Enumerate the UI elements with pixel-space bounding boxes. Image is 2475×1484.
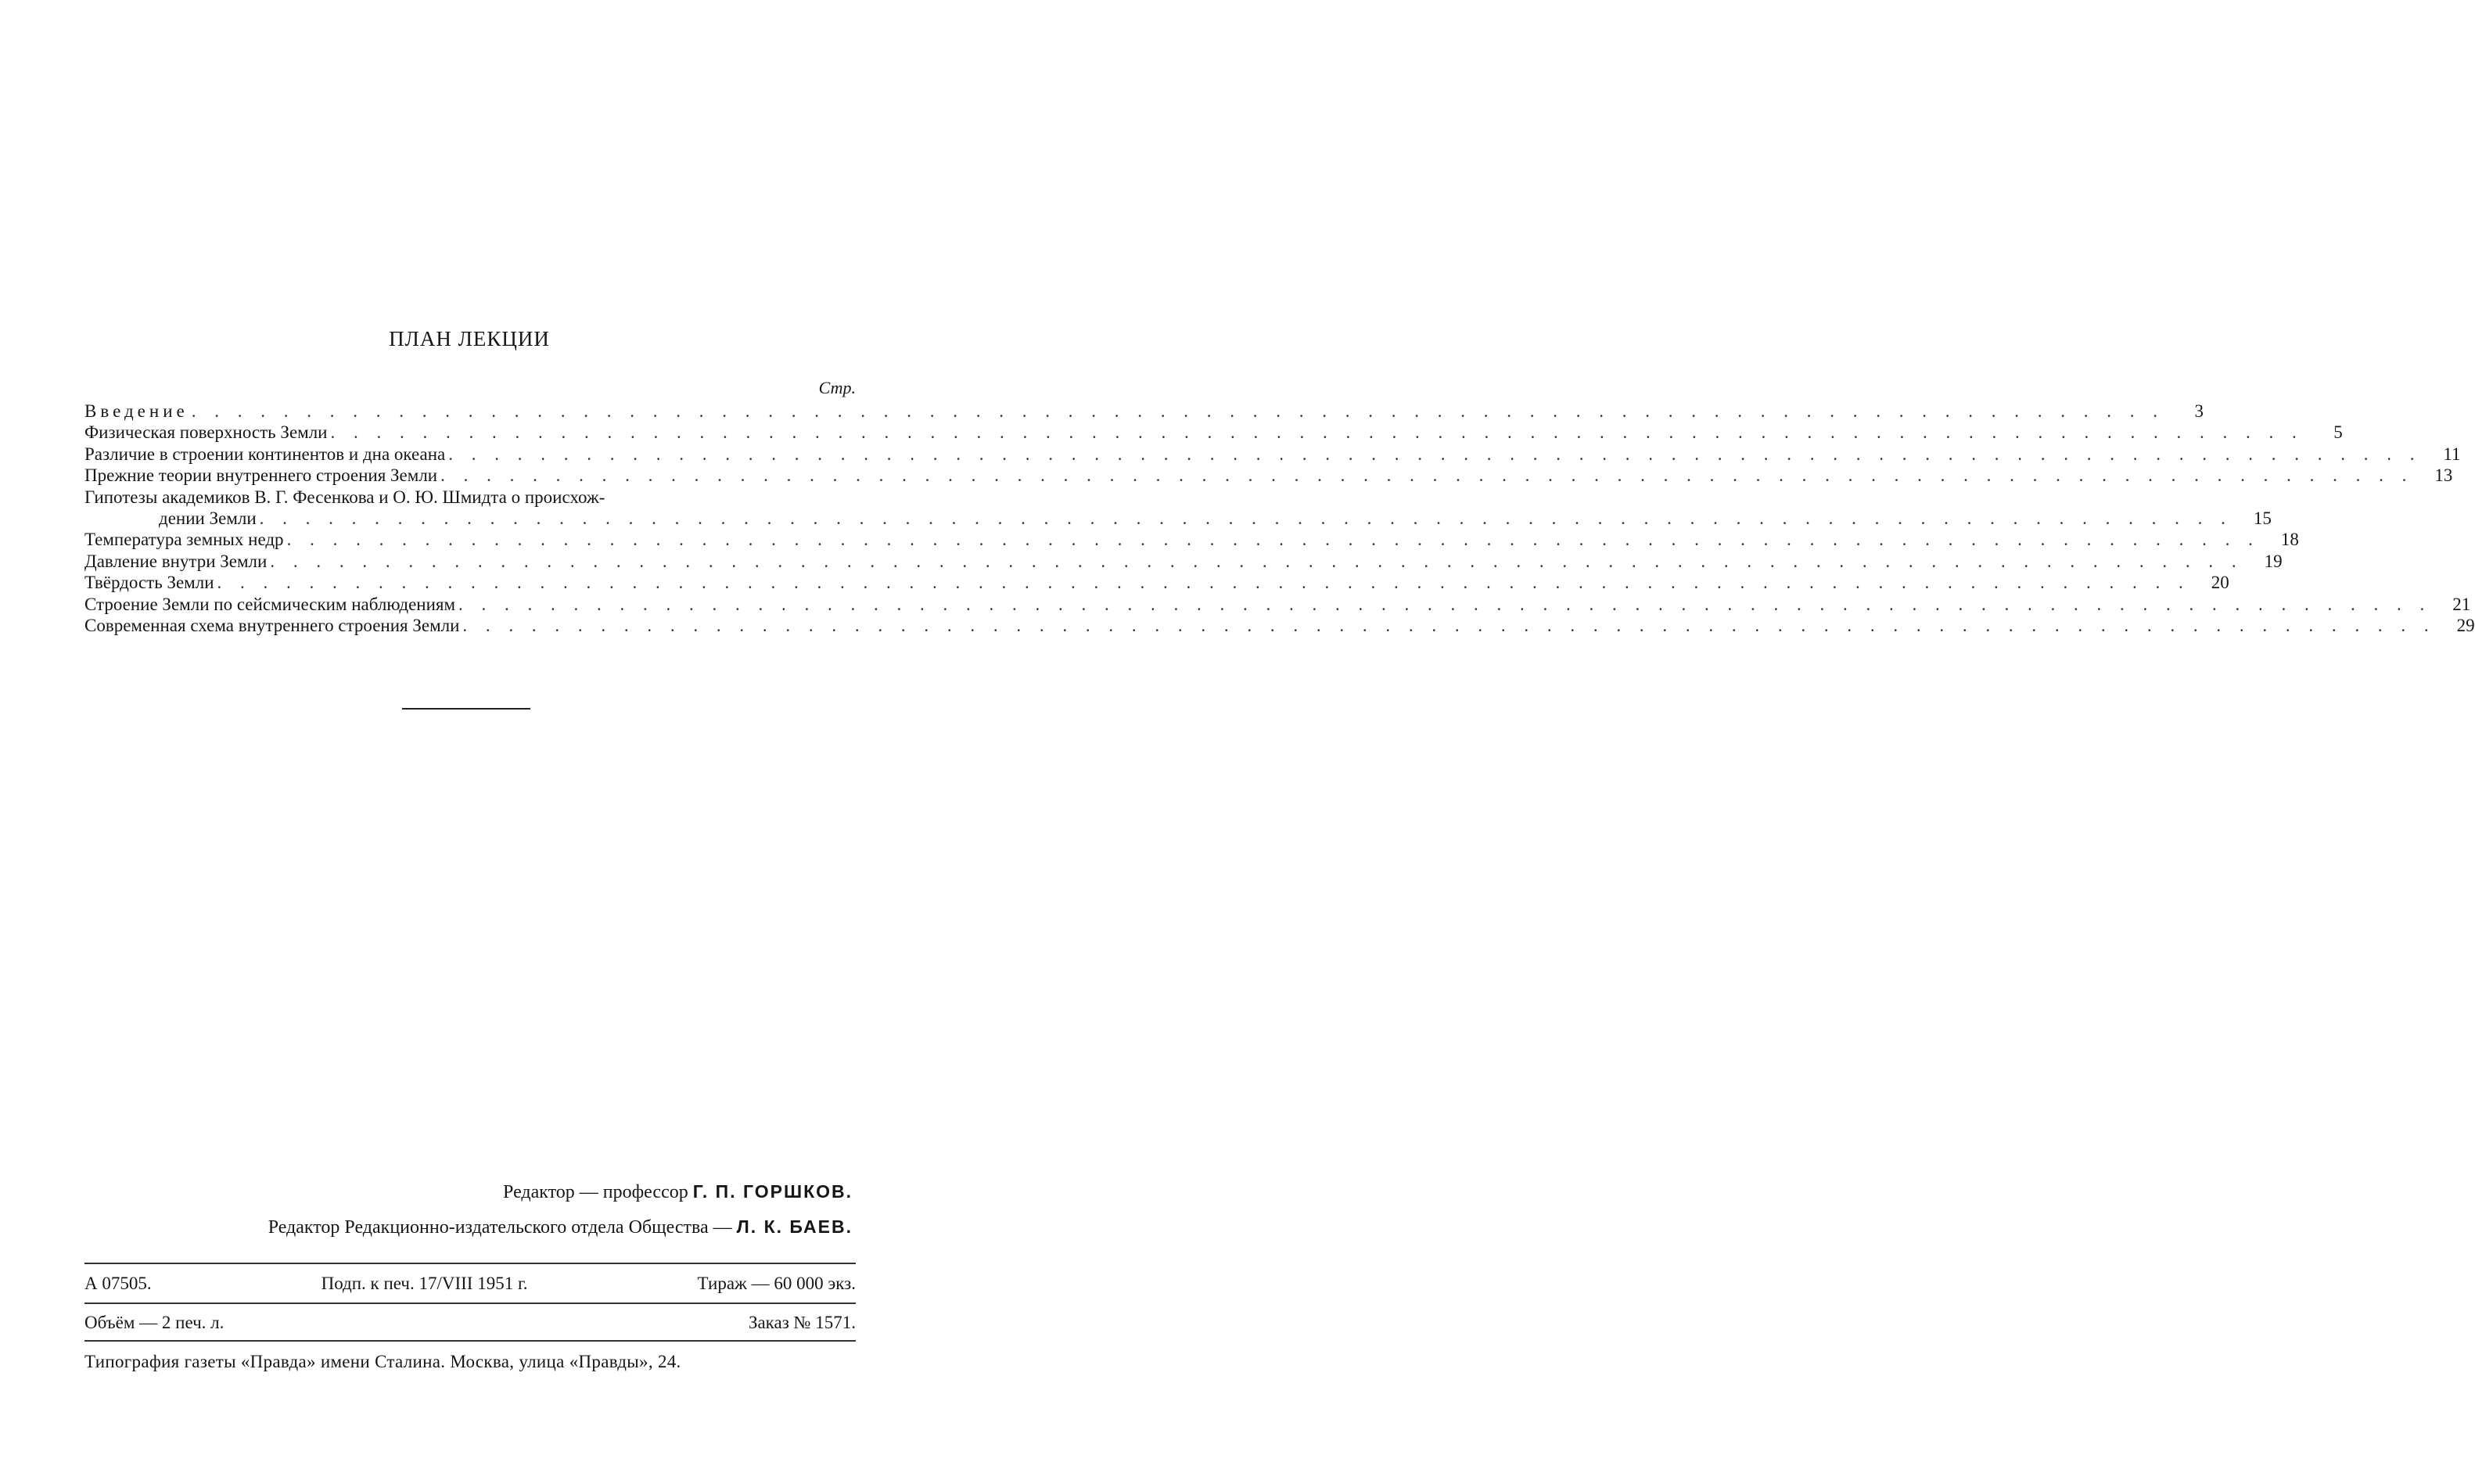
toc-entry-page: 3 <box>2194 401 2204 421</box>
toc-entry <box>84 444 2461 465</box>
toc-entry-title: дении Земли <box>159 508 257 529</box>
toc-entry <box>84 422 2343 443</box>
imprint-signed-date: Подп. к печ. 17/VIII 1951 г. <box>321 1274 528 1293</box>
toc-entry-title: Прежние теории внутреннего строения Земли <box>84 465 438 486</box>
toc-entry <box>84 508 2272 529</box>
toc-entry-title: Введение <box>84 401 189 421</box>
toc-page-header: Стр. <box>818 378 856 397</box>
imprint-rule <box>84 1303 856 1304</box>
toc-entry-page: 18 <box>2280 530 2299 550</box>
imprint-rule <box>84 1263 856 1264</box>
toc-entry <box>84 465 2453 486</box>
toc-entry-page: 13 <box>2434 465 2453 486</box>
imprint-order: Заказ № 1571. <box>748 1313 856 1332</box>
toc-entry-page: 20 <box>2211 573 2229 593</box>
toc-leader-dots: . . . . . . . . . . . . . . . . . . . . . . . . . . . . . . . . . . . . . . . . . . . . . . . . . . . . . . . . . . . . . . . . . . . . . . . . . . . . . . . . . . . . . . <box>259 508 2233 529</box>
toc-entry <box>84 594 2471 615</box>
toc-entry-page: 21 <box>2452 594 2471 614</box>
toc-entry-page: 11 <box>2443 444 2461 464</box>
toc-entry <box>84 551 2283 572</box>
imprint-code: А 07505. <box>84 1274 152 1293</box>
toc-leader-dots: . . . . . . . . . . . . . . . . . . . . . . . . . . . . . . . . . . . . . . . . . . . . . . . . . . . . . . . . . . . . . . . . . . . . . . . . . . . . . . . . . . . . . . <box>462 616 2436 636</box>
imprint-volume: Объём — 2 печ. л. <box>84 1313 225 1332</box>
toc-entry-title: Температура земных недр <box>84 530 284 550</box>
page-title: ПЛАН ЛЕКЦИИ <box>389 327 550 350</box>
imprint-print-run: Тираж — 60 000 экз. <box>697 1274 856 1293</box>
toc-entry-title: Строение Земли по сейсмическим наблюдениям <box>84 594 456 614</box>
toc-entry-title: Физическая поверхность Земли <box>84 422 328 443</box>
toc-entry-page: 15 <box>2253 508 2272 529</box>
toc-entry-page: 29 <box>2456 616 2475 636</box>
toc-leader-dots: . . . . . . . . . . . . . . . . . . . . . . . . . . . . . . . . . . . . . . . . . . . . . . . . . . . . . . . . . . . . . . . . . . . . . . . . . . . . . . . . . . . . . . <box>440 465 2414 486</box>
section-divider <box>402 708 530 710</box>
imprint-row <box>84 1313 856 1333</box>
toc-entry-title: Твёрдость Земли <box>84 573 214 593</box>
toc-leader-dots: . . . . . . . . . . . . . . . . . . . . . . . . . . . . . . . . . . . . . . . . . . . . . . . . . . . . . . . . . . . . . . . . . . . . . . . . . . . . . . . . . . . . . . <box>270 551 2243 571</box>
toc-entry-title-line1: Гипотезы академиков В. Г. Фесенкова и О. Ю. Шмидта о происхож- <box>84 487 605 507</box>
toc-entry <box>84 401 2204 422</box>
editor-role: Редактор — профессор <box>503 1182 688 1202</box>
printer-info: Типография газеты «Правда» имени Сталина. Москва, улица «Правды», 24. <box>84 1352 681 1371</box>
toc-entry-page: 19 <box>2264 551 2283 571</box>
toc-entry <box>84 529 2299 550</box>
editor-name: Г. П. ГОРШКОВ. <box>692 1181 853 1202</box>
table-of-contents <box>84 375 2475 636</box>
toc-entry-title: Давление внутри Земли <box>84 551 268 571</box>
toc-entry <box>84 615 2475 636</box>
toc-entry-title: Современная схема внутреннего строения Земли <box>84 616 460 636</box>
toc-leader-dots: . . . . . . . . . . . . . . . . . . . . . . . . . . . . . . . . . . . . . . . . . . . . . . . . . . . . . . . . . . . . . . . . . . . . . . . . . . . . . . . . . . . . . . <box>458 594 2432 614</box>
toc-entry-page: 5 <box>2333 422 2343 443</box>
toc-leader-dots: . . . . . . . . . . . . . . . . . . . . . . . . . . . . . . . . . . . . . . . . . . . . . . . . . . . . . . . . . . . . . . . . . . . . . . . . . . . . . . . . . . . . . . <box>191 401 2164 421</box>
toc-leader-dots: . . . . . . . . . . . . . . . . . . . . . . . . . . . . . . . . . . . . . . . . . . . . . . . . . . . . . . . . . . . . . . . . . . . . . . . . . . . . . . . . . . . . . . <box>448 444 2422 464</box>
publishing-editor-name: Л. К. БАЕВ. <box>736 1216 853 1237</box>
toc-entry-title: Различие в строении континентов и дна океана <box>84 444 446 464</box>
toc-leader-dots: . . . . . . . . . . . . . . . . . . . . . . . . . . . . . . . . . . . . . . . . . . . . . . . . . . . . . . . . . . . . . . . . . . . . . . . . . . . . . . . . . . . . . . <box>217 573 2190 593</box>
toc-leader-dots: . . . . . . . . . . . . . . . . . . . . . . . . . . . . . . . . . . . . . . . . . . . . . . . . . . . . . . . . . . . . . . . . . . . . . . . . . . . . . . . . . . . . . . <box>286 530 2260 550</box>
publishing-editor-role: Редактор Редакционно-издательского отдела Общества — <box>268 1217 732 1238</box>
toc-leader-dots: . . . . . . . . . . . . . . . . . . . . . . . . . . . . . . . . . . . . . . . . . . . . . . . . . . . . . . . . . . . . . . . . . . . . . . . . . . . . . . . . . . . . . . <box>330 422 2304 443</box>
publishing-editor-credit <box>268 1216 853 1238</box>
imprint-rule <box>84 1340 856 1342</box>
imprint-row <box>84 1274 856 1294</box>
toc-entry <box>84 572 2229 593</box>
editor-credit <box>503 1181 853 1203</box>
